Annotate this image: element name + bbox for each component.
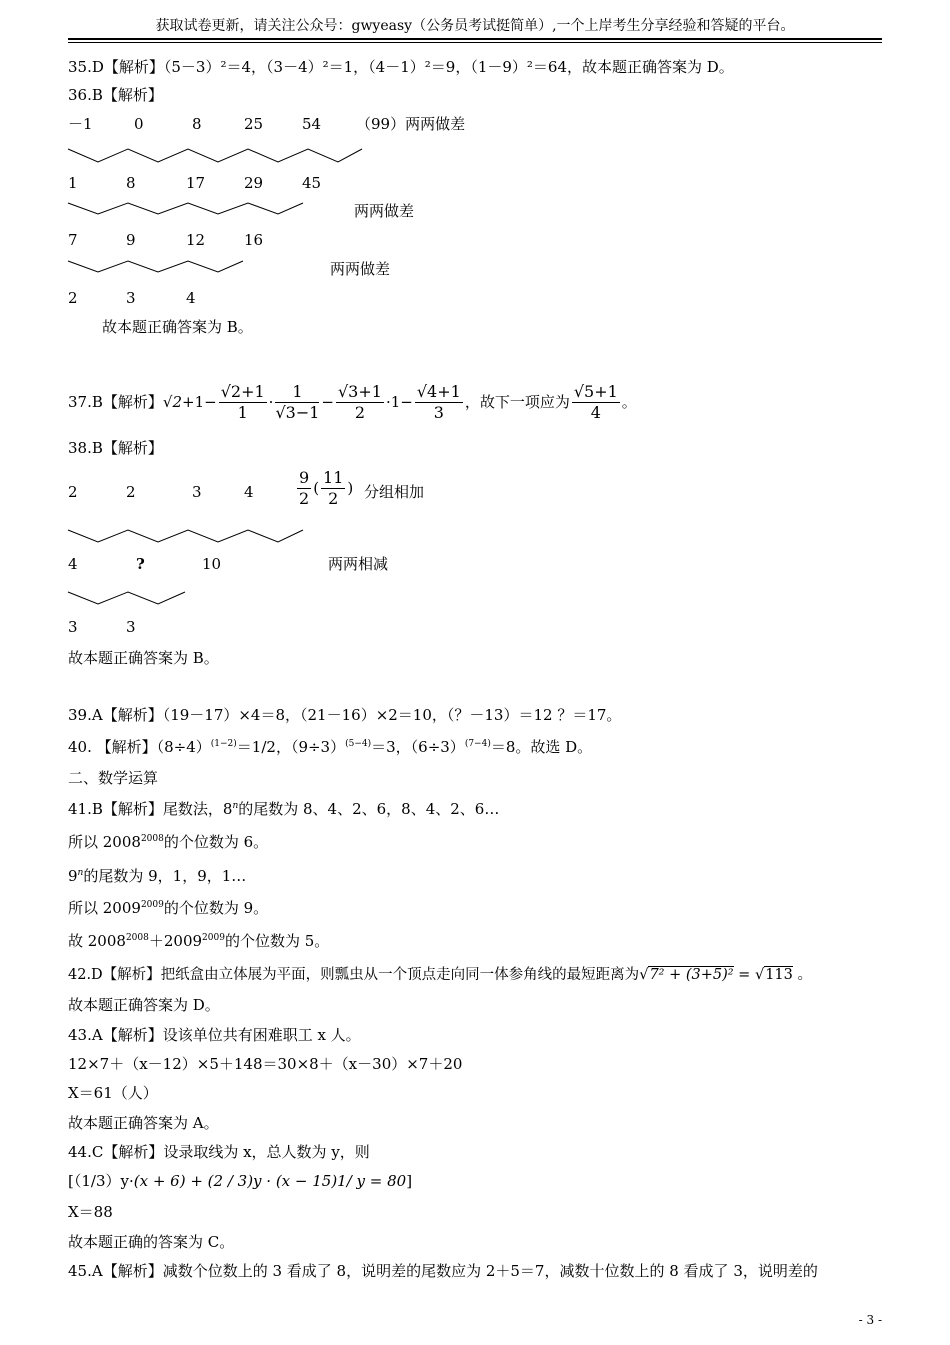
q41-line2: 所以 $2008^{2008}$的个位数为 6。 (68, 833, 269, 851)
q37-end: 。 (621, 392, 637, 411)
page-number: - 3 - (858, 1313, 882, 1327)
q36-title: 36.B【解析】 (68, 86, 163, 104)
q36-row4-2: 4 (186, 289, 196, 307)
q38-frac-a: $\frac{9}{2}$ (299, 468, 310, 508)
q37-frac3: $\frac{√3+1}{2}$ (337, 381, 382, 422)
q37-minus: − (321, 392, 334, 411)
q37-sqrt2: √2 (162, 392, 182, 411)
q38-row1-3: 4 (244, 483, 254, 501)
q38-row2-1: ? (136, 555, 145, 573)
q43-line4: 故本题正确答案为 A。 (68, 1114, 219, 1132)
page-header: 获取试卷更新，请关注公众号：gwyeasy（公务员考试挺简单）,一个上岸考生分享经验和答疑的平台。 (155, 18, 795, 34)
q37-suffix: ，故下一项应为 (464, 392, 570, 411)
q38-row1-0: 2 (68, 483, 78, 501)
q43-line2: 12×7＋（x－12）×5＋148＝30×8＋（x－30）×7＋20 (68, 1055, 463, 1073)
q44-line2: [（1/3）y·(x + 6) + (2 / 3)y · (x − 15)1/ y = 80] (68, 1172, 413, 1190)
q36-conclusion: 故本题正确答案为 B。 (102, 318, 253, 336)
q41-line4: 所以 $2009^{2009}$的个位数为 9。 (68, 899, 269, 917)
q38-row2-label: 两两相减 (328, 555, 389, 573)
q44-line1: 44.C【解析】设录取线为 x，总人数为 y，则 (68, 1143, 370, 1161)
q38-row1-1: 2 (126, 483, 136, 501)
q37-frac1: $\frac{√2+1}{1}$ (220, 381, 265, 422)
q44-line3: X＝88 (68, 1203, 113, 1221)
q42-line: 42.D【解析】把纸盒由立体展为平面，则瓢虫从一个顶点走向同一体参角线的最短距离为√7² + (3+5)² = √113 。 (68, 967, 812, 983)
q36-row1-1: 0 (134, 115, 144, 133)
q41-line3: 9$^n$的尾数为 9，1，9，1… (68, 867, 247, 885)
q36-row3-1: 9 (126, 231, 136, 249)
q36-row2-1: 8 (126, 174, 136, 192)
q36-row4-0: 2 (68, 289, 78, 307)
q36-row3-0: 7 (68, 231, 78, 249)
q36-row1-0: －1 (68, 115, 93, 133)
q43-line3: X＝61（人） (68, 1084, 158, 1102)
q38-title: 38.B【解析】 (68, 439, 163, 457)
q37-plus1: +1− (182, 392, 217, 411)
q38-row2-2: 10 (202, 555, 222, 573)
q38-row1-label: 分组相加 (364, 483, 425, 501)
q37-frac4: $\frac{√4+1}{3}$ (416, 381, 461, 422)
q36-row4-1: 3 (126, 289, 136, 307)
q36-row1-3: 25 (244, 115, 264, 133)
q36-row3-3: 16 (244, 231, 264, 249)
q38-paren-open: ( (313, 479, 320, 497)
q38-row2-0: 4 (68, 555, 78, 573)
q37-frac2: $\frac{1}{√3-1}$ (275, 381, 320, 422)
section-heading: 二、数学运算 (68, 769, 159, 787)
q41-line5: 故 $2008^{2008}+2009^{2009}$的个位数为 5。 (68, 932, 330, 950)
q35-text: 35.D【解析】（5－3）²＝4，（3－4）²＝1，（4－1）²＝9，（1－9）²＝64，故本题正确答案为 D。 (68, 58, 734, 76)
q38-frac-b: $\frac{11}{2}$ (323, 468, 344, 508)
q36-row1-4: 54 (302, 115, 322, 133)
q36-row2-0: 1 (68, 174, 78, 192)
q36-row3-label: 两两做差 (330, 260, 391, 278)
q36-row2-2: 17 (186, 174, 206, 192)
q38-paren-close: ) (347, 479, 354, 497)
q41-line1: 41.B【解析】尾数法，8$^n$的尾数为 8、4、2、6，8、4、2、6… (68, 800, 500, 818)
q45-text: 45.A【解析】减数个位数上的 3 看成了 8，说明差的尾数应为 2＋5＝7，减数十位数上的 8 看成了 3，说明差的 (68, 1262, 818, 1280)
q44-line4: 故本题正确的答案为 C。 (68, 1233, 235, 1251)
q38-row3-1: 3 (126, 618, 136, 636)
q40-text: 40. 【解析】$(8\div 4)^{(1-2)}=1/2$，$(9\div 3)^{(5-4)}=3$，$(6\div 3)^{(7-4)}=8$。故选 D。 (68, 738, 593, 756)
q36-row3-2: 12 (186, 231, 206, 249)
q36-row1-2: 8 (192, 115, 202, 133)
q36-row1-5: （99）两两做差 (356, 115, 466, 133)
q38-conclusion: 故本题正确答案为 B。 (68, 649, 219, 667)
q42-conclusion: 故本题正确答案为 D。 (68, 996, 220, 1014)
q36-row2-3: 29 (244, 174, 264, 192)
q36-row2-4: 45 (302, 174, 322, 192)
q39-text: 39.A【解析】（19－17）×4＝8，（21－16）×2＝10，（？－13）＝12 ？＝17。 (68, 706, 622, 724)
q38-row3-0: 3 (68, 618, 78, 636)
q37-frac5: $\frac{√5+1}{4}$ (573, 381, 618, 422)
q36-row2-label: 两两做差 (354, 202, 415, 220)
q43-line1: 43.A【解析】设该单位共有困难职工 x 人。 (68, 1026, 361, 1044)
q37-prefix: 37.B【解析】 (68, 392, 163, 411)
q38-row1-2: 3 (192, 483, 202, 501)
q37-dot: · (268, 392, 274, 411)
q37-mid: ·1− (385, 392, 413, 411)
